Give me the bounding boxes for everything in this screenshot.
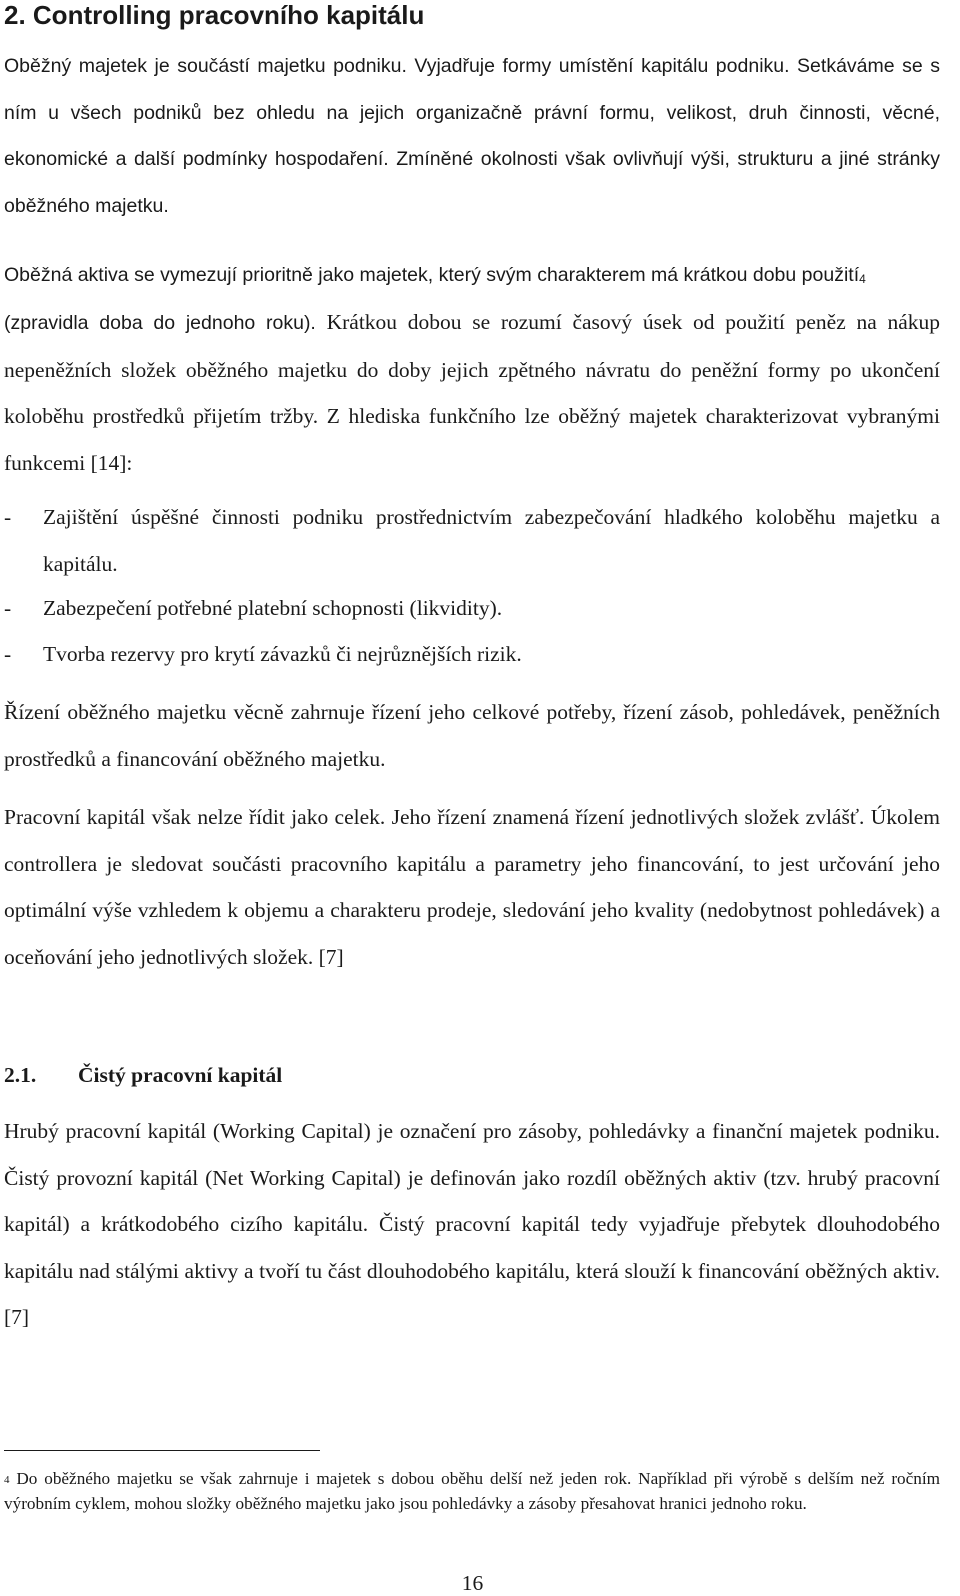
footnote-text: Do oběžného majetku se však zahrnuje i majetek s dobou oběhu delší než jeden rok. Například při výrobě s delším než ročním výrobním cyklem, mohou složky oběžného majetku jako jsou pohledávky a zásoby přesahovat hranici jednoho roku. xyxy=(4,1469,940,1513)
footnote-reference: 4 xyxy=(859,272,866,286)
list-item xyxy=(4,585,940,632)
paragraph-text: Krátkou dobou se rozumí časový úsek od použití peněz na nákup nepeněžních složek oběžného majetku do doby jejich zpětného návratu do peněžní formy po ukončení koloběhu prostředků přijetím tržby. Z hlediska funkčního lze oběžný majetek charakterizovat vybranými funkcemi [14]: xyxy=(4,310,940,475)
paragraph-current-assets: Oběžný majetek je součástí majetku podniku. Vyjadřuje formy umístění kapitálu podniku. Setkáváme se s ním u všech podniků bez ohledu na jejich organizačně právní formu, velikost, druh činnosti, věcné, ekonomické a další podmínky hospodaření. Zmíněné okolnosti však ovlivňují výši, strukturu a jiné stránky oběžného majetku. xyxy=(4,55,940,217)
footnote-mark: 4 xyxy=(4,1474,10,1486)
section-heading: 2. Controlling pracovního kapitálu xyxy=(4,0,425,30)
page-number: 16 xyxy=(461,1571,484,1595)
list-item-text: Zabezpečení potřebné platební schopnosti (likvidity). xyxy=(43,596,503,620)
list-dash: - xyxy=(4,505,12,529)
footnote-divider xyxy=(4,1450,320,1451)
paragraph-net-working-capital: Hrubý pracovní kapitál (Working Capital) je označení pro zásoby, pohledávky a finanční majetek podniku. Čistý provozní kapitál (Net Working Capital) je definován jako rozdíl oběžných aktiv (tzv. hrubý pracovní kapitál) a krátkodobého cizího kapitálu. Čistý pracovní kapitál tedy vyjadřuje přebytek dlouhodobého kapitálu nad stálými aktivy a tvoří tu část dlouhodobého kapitálu, která slouží k financování oběžných aktiv.[7] xyxy=(4,1119,940,1329)
paragraph-text: Oběžná aktiva se vymezují prioritně jako majetek, který svým charakterem má krátkou dobu použití xyxy=(4,264,860,286)
list-dash: - xyxy=(4,642,12,666)
paragraph-current-assets-definition-cont xyxy=(4,299,940,486)
paragraph-working-capital: Pracovní kapitál však nelze řídit jako celek. Jeho řízení znamená řízení jednotlivých složek zvlášť. Úkolem controllera je sledovat součásti pracovního kapitálu a parametry jeho financování, to jest určování jeho optimální výše vzhledem k objemu a charakteru prodeje, sledování jeho kvality (nedobytnost pohledávek) a oceňování jeho jednotlivých složek. [7] xyxy=(4,805,940,969)
subsection-heading xyxy=(4,1052,282,1098)
paragraph-management: Řízení oběžného majetku věcně zahrnuje řízení jeho celkové potřeby, řízení zásob, pohledávek, peněžních prostředků a financování oběžného majetku. xyxy=(4,700,940,771)
paragraph-current-assets-definition xyxy=(4,252,940,299)
paragraph-text: (zpravidla doba do jednoho roku). xyxy=(4,312,327,334)
subsection-title: Čistý pracovní kapitál xyxy=(78,1063,283,1087)
footnote xyxy=(4,1467,940,1516)
list-item-text: Zajištění úspěšné činnosti podniku prostřednictvím zabezpečování hladkého koloběhu majetku a kapitálu. xyxy=(43,505,940,576)
subsection-number: 2.1. xyxy=(4,1063,37,1087)
list-item xyxy=(4,494,940,587)
list-item-text: Tvorba rezervy pro krytí závazků či nejrůznějších rizik. xyxy=(43,642,522,666)
list-item xyxy=(4,631,940,678)
list-dash: - xyxy=(4,596,12,620)
